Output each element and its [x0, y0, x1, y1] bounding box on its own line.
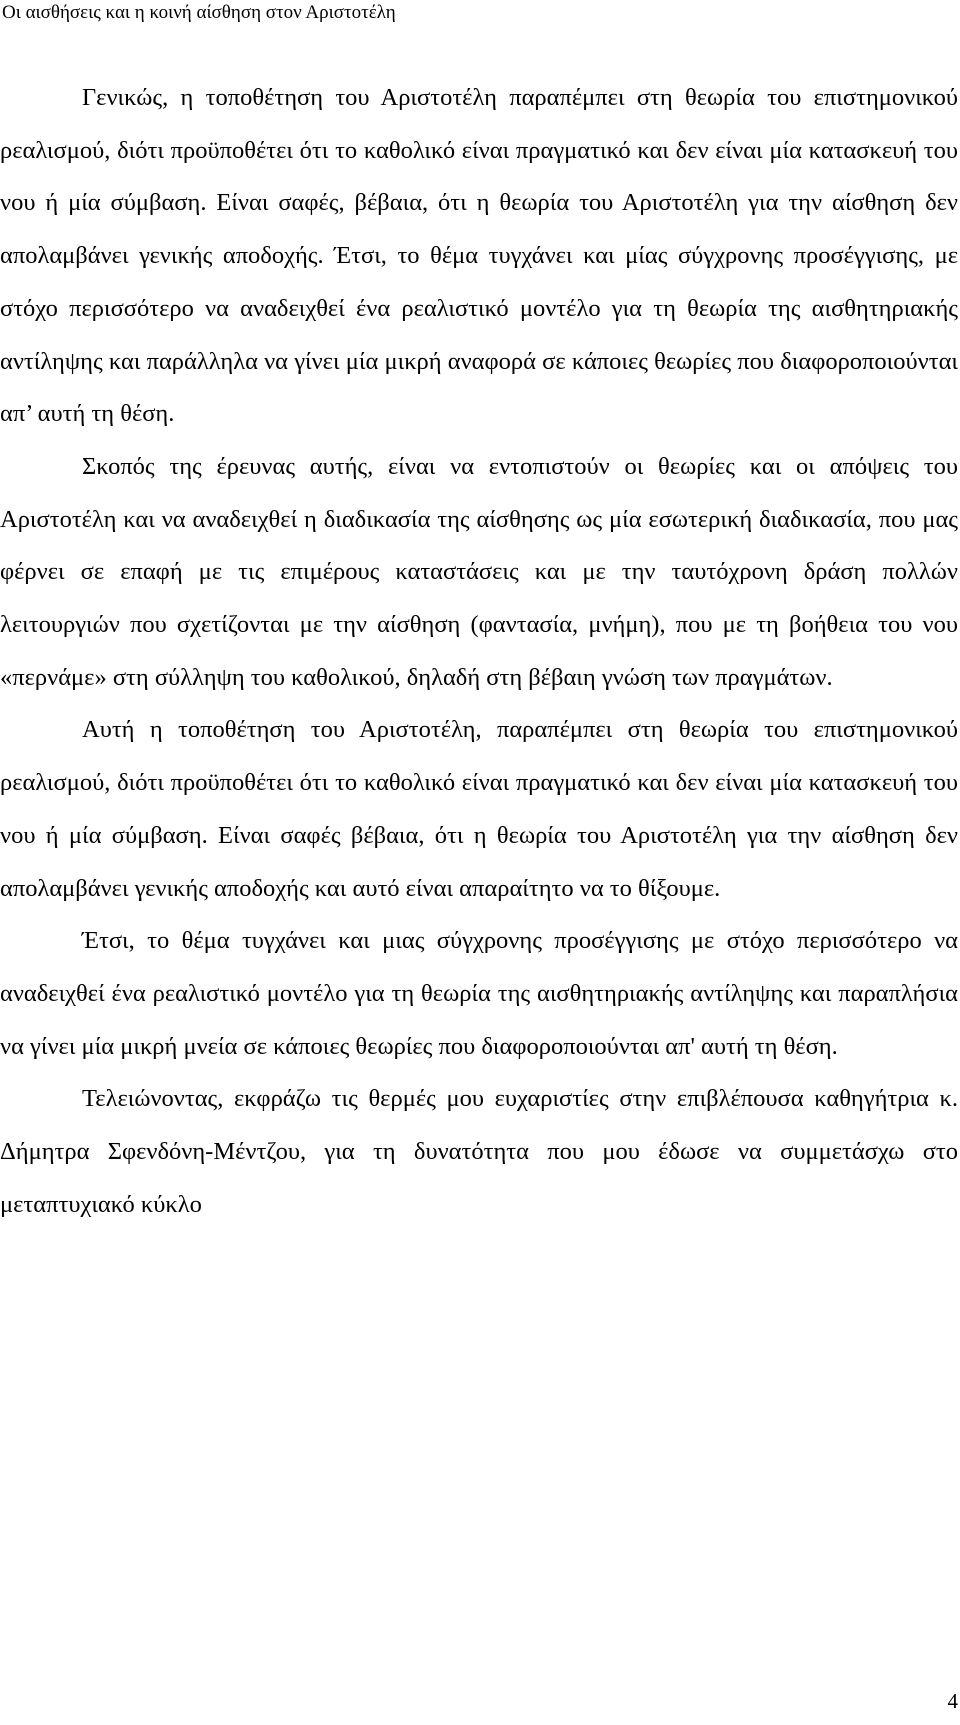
running-header-title: Οι αισθήσεις και η κοινή αίσθηση στον Αριστοτέλη [2, 2, 396, 23]
paragraph-acknowledgements: Τελειώνοντας, εκφράζω τις θερμές μου ευχαριστίες στην επιβλέπουσα καθηγήτρια κ. Δήμητρα Σφενδόνη-Μέντζου, για τη δυνατότητα που μου έδωσε να συμμετάσχω στο μεταπτυχιακό κύκλο [0, 1085, 958, 1218]
document-body [0, 72, 958, 1231]
paragraph-research-aim: Σκοπός της έρευνας αυτής, είναι να εντοπιστούν οι θεωρίες και οι απόψεις του Αριστοτέλη και να αναδειχθεί η διαδικασία της αίσθησης ως μία εσωτερική διαδικασία, που μας φέρνει σε επαφή με τις επιμέρους καταστάσεις και με την ταυτόχρονη δράση πολλών λειτουργιών που σχετίζονται με την αίσθηση (φαντασία, μνήμη), που με τη βοήθεια του νου «περνάμε» στη σύλληψη του καθολικού, δηλαδή στη βέβαιη γνώση των πραγμάτων. [0, 452, 958, 691]
paragraph-realism-intro: Γενικώς, η τοποθέτηση του Αριστοτέλη παραπέμπει στη θεωρία του επιστημονικού ρεαλισμού, διότι προϋποθέτει ότι το καθολικό είναι πραγματικό και δεν είναι μία κατασκευή του νου ή μία σύμβαση. Είναι σαφές, βέβαια, ότι η θεωρία του Αριστοτέλη για την αίσθηση δεν απολαμβάνει γενικής αποδοχής. Έτσι, το θέμα τυγχάνει και μίας σύγχρονης προσέγγισης, με στόχο περισσότερο να αναδειχθεί ένα ρεαλιστικό μοντέλο για τη θεωρία της αισθητηριακής αντίληψης και παράλληλα να γίνει μία μικρή αναφορά σε κάποιες θεωρίες που διαφοροποιούνται απ’ αυτή τη θέση. [0, 84, 958, 428]
page-number: 4 [947, 1689, 958, 1713]
paragraph-realism-restated: Αυτή η τοποθέτηση του Αριστοτέλη, παραπέμπει στη θεωρία του επιστημονικού ρεαλισμού, διότι προϋποθέτει ότι το καθολικό είναι πραγματικό και δεν είναι μία κατασκευή του νου ή μία σύμβαση. Είναι σαφές βέβαια, ότι η θεωρία του Αριστοτέλη για την αίσθηση δεν απολαμβάνει γενικής αποδοχής και αυτό είναι απαραίτητο να το θίξουμε. [0, 716, 958, 902]
paragraph-modern-approach: Έτσι, το θέμα τυγχάνει και μιας σύγχρονης προσέγγισης με στόχο περισσότερο να αναδειχθεί ένα ρεαλιστικό μοντέλο για τη θεωρία της αισθητηριακής αντίληψης και παραπλήσια να γίνει μία μικρή μνεία σε κάποιες θεωρίες που διαφοροποιούνται απ' αυτή τη θέση. [0, 927, 958, 1060]
